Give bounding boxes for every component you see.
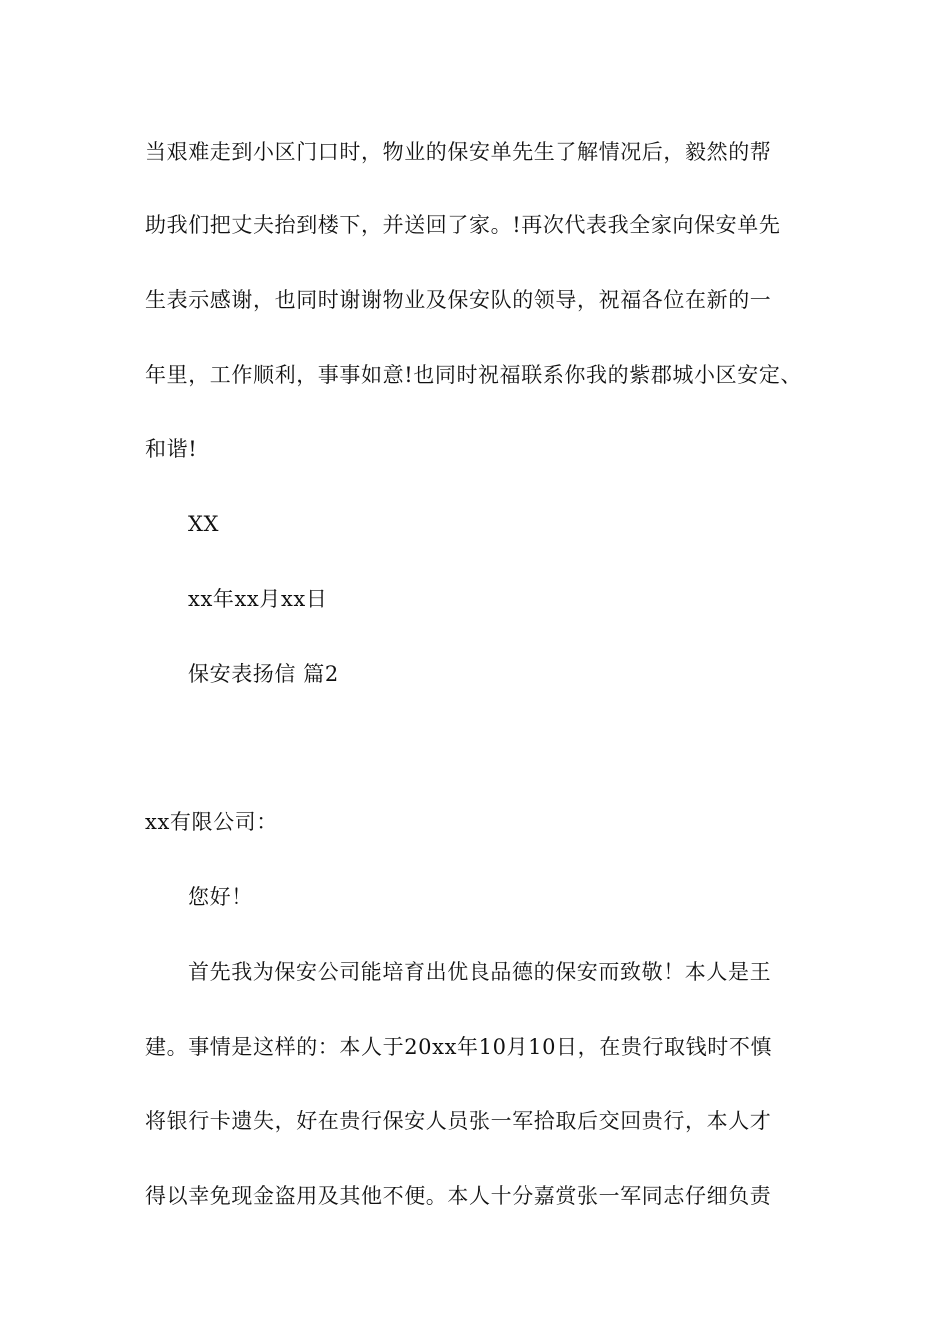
letter-greeting: 您好！ [188, 885, 253, 909]
body-paragraph-line: 当艰难走到小区门口时，物业的保安单先生了解情况后，毅然的帮 [145, 140, 772, 164]
body-paragraph-line: 生表示感谢，也同时谢谢物业及保安队的领导，祝福各位在新的一 [145, 288, 772, 312]
signature-date: xx年xx月xx日 [188, 587, 328, 611]
section-heading: 保安表扬信 篇2 [188, 662, 339, 686]
body-paragraph-line: 将银行卡遗失，好在贵行保安人员张一军拾取后交回贵行，本人才 [145, 1109, 772, 1133]
body-paragraph-line: 助我们把丈夫抬到楼下，并送回了家。!再次代表我全家向保安单先 [145, 213, 781, 237]
letter-salutation: xx有限公司： [145, 810, 278, 834]
body-paragraph-line: 首先我为保安公司能培育出优良品德的保安而致敬！本人是王 [188, 960, 772, 984]
body-paragraph-line: 和谐! [145, 437, 198, 461]
signature-name: XX [188, 512, 220, 536]
body-paragraph-line: 年里，工作顺利，事事如意!也同时祝福联系你我的紫郡城小区安定、 [145, 363, 803, 387]
body-paragraph-line: 建。事情是这样的：本人于20xx年10月10日，在贵行取钱时不慎 [145, 1035, 773, 1059]
body-paragraph-line: 得以幸免现金盗用及其他不便。本人十分嘉赏张一军同志仔细负责 [145, 1184, 772, 1208]
